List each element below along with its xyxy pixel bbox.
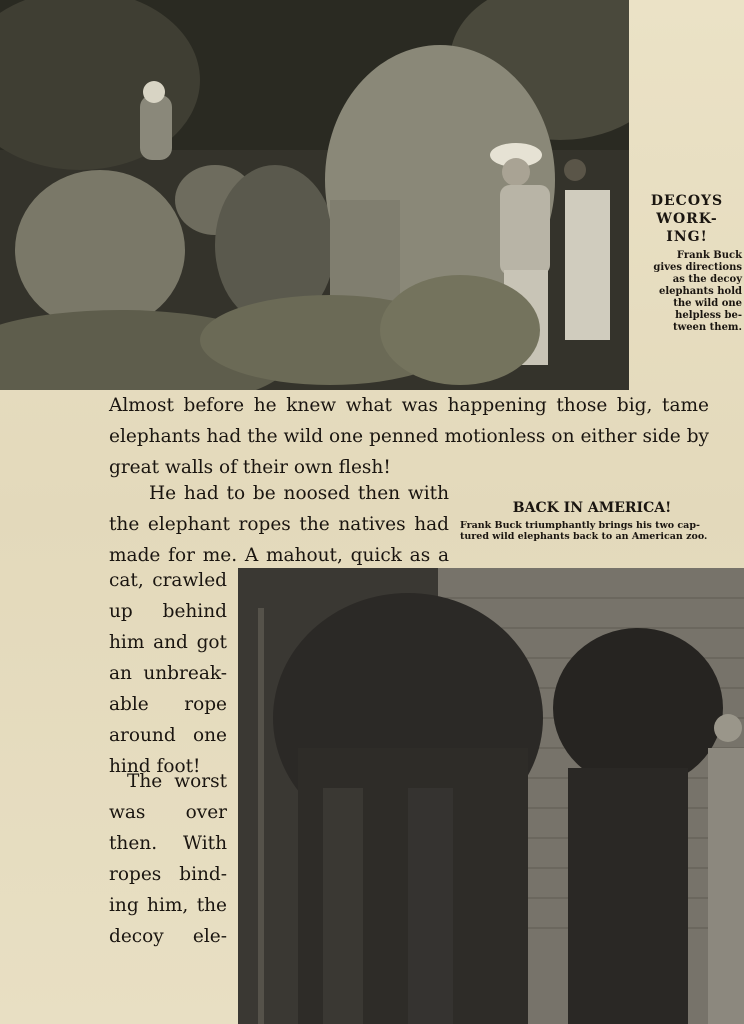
body-line: elephants had the wild one penned motionless on either side by xyxy=(109,426,709,447)
decoy-elephants-photo xyxy=(0,0,629,390)
decoys-body-line: Frank Buck xyxy=(676,250,742,261)
body-line: then. With xyxy=(109,833,227,854)
body-line: around one xyxy=(109,725,227,746)
body-paragraph-1 xyxy=(109,390,709,483)
body-line: ing him, the xyxy=(109,895,227,916)
body-line: him and got xyxy=(109,632,227,653)
body-paragraph-4 xyxy=(109,766,227,952)
body-line: great walls of their own flesh! xyxy=(109,457,391,478)
body-line: an unbreak- xyxy=(109,663,227,684)
decoys-title-line: DECOYS xyxy=(650,193,724,209)
body-line: able rope xyxy=(109,694,227,715)
back-in-america-caption-title: BACK IN AMERICA! xyxy=(512,500,672,516)
back-in-america-body-line: tured wild elephants back to an American zoo. xyxy=(460,531,708,542)
decoys-body-line: the wild one xyxy=(673,298,742,309)
body-line: ropes bind- xyxy=(109,864,227,885)
body-line: up behind xyxy=(109,601,227,622)
body-line: decoy ele- xyxy=(109,926,227,947)
body-line: Almost before he knew what was happening those big, tame xyxy=(109,395,709,416)
decoys-caption-body xyxy=(634,250,742,334)
decoys-body-line: gives directions xyxy=(653,262,742,273)
body-paragraph-3 xyxy=(109,565,227,782)
back-in-america-caption-body xyxy=(460,520,728,542)
decoys-title-line: WORK- xyxy=(656,211,718,227)
decoys-caption-title xyxy=(632,192,742,246)
body-line: made for me. A mahout, quick as a xyxy=(109,545,449,566)
body-paragraph-2 xyxy=(109,478,449,571)
body-line: was over xyxy=(109,802,227,823)
body-line: the elephant ropes the natives had xyxy=(109,514,449,535)
decoys-body-line: as the decoy xyxy=(672,274,742,285)
back-in-america-body-line: Frank Buck triumphantly brings his two cap- xyxy=(460,520,700,531)
decoys-body-line: tween them. xyxy=(672,322,742,333)
body-line: cat, crawled xyxy=(109,570,227,591)
decoys-title-line: ING! xyxy=(666,229,708,245)
zoo-elephants-illustration xyxy=(238,568,744,1024)
body-line: The worst xyxy=(127,771,227,792)
decoys-body-line: elephants hold xyxy=(659,286,742,297)
zoo-elephants-photo xyxy=(238,568,744,1024)
decoy-elephants-illustration xyxy=(0,0,629,390)
body-line: He had to be noosed then with xyxy=(149,483,449,504)
decoys-body-line: helpless be- xyxy=(675,310,742,321)
body-line: hind foot! xyxy=(109,756,201,777)
